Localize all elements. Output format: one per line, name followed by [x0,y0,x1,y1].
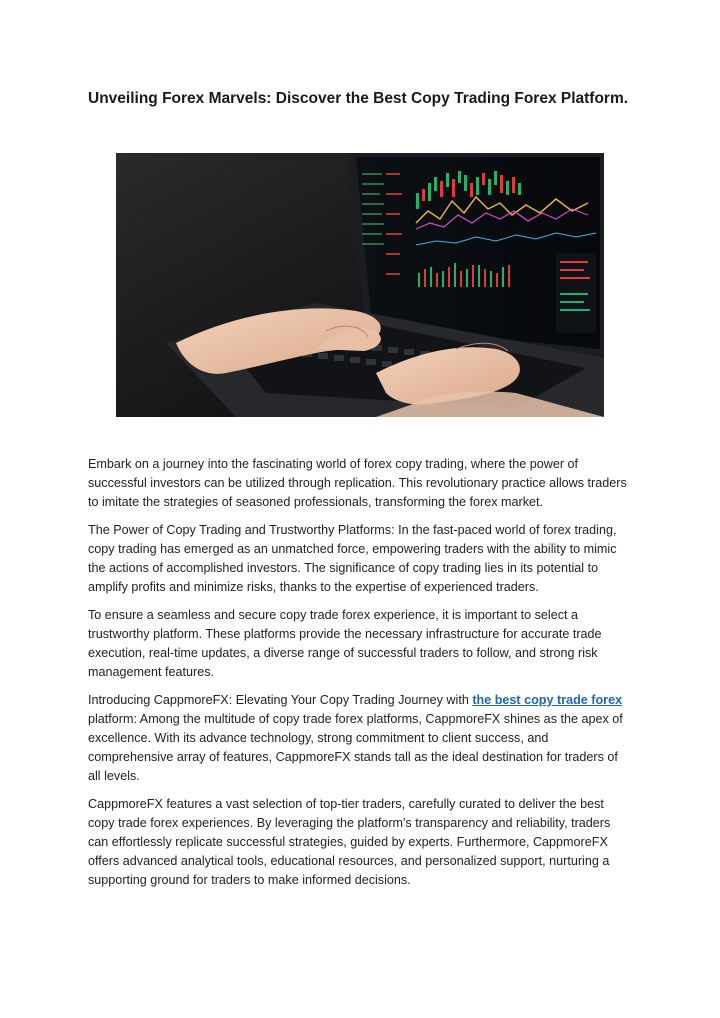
paragraph-cappmorefx-features: CappmoreFX features a vast selection of top-tier traders, carefully curated to deliver the best copy trade forex experiences. By leveraging the platform's transparency and reliability, traders can effortlessly replicate successful strategies, guided by experts. Furthermore, CappmoreFX offers advanced analytical tools, educational resources, and personalized support, nurturing a supporting ground for traders to make informed decisions. [88,797,611,887]
paragraph-trustworthy-platform: To ensure a seamless and secure copy trade forex experience, it is important to select a trustworthy platform. These platforms provide the necessary infrastructure for accurate trade execution, real-time updates, a diverse range of successful traders to follow, and strong risk management features. [88,608,602,679]
article-body [88,455,633,899]
best-copy-trade-forex-link[interactable]: the best copy trade forex [472,693,623,707]
paragraph-text-after-link: platform: Among the multitude of copy trade forex platforms, CappmoreFX shines as the apex of excellence. With its advance technology, strong commitment to client success, and comprehensive array of features, CappmoreFX stands tall as the ideal destination for traders of all levels. [88,712,623,783]
paragraph-text-before-link: Introducing CappmoreFX: Elevating Your Copy Trading Journey with [88,693,473,707]
paragraph-power-of-copy-trading: The Power of Copy Trading and Trustworthy Platforms: In the fast-paced world of forex trading, copy trading has emerged as an unmatched force, empowering traders with the ability to mimic the actions of accomplished investors. The significance of copy trading lies in its potential to amplify profits and minimize risks, thanks to the expertise of experienced traders. [88,523,617,594]
laptop-trading-chart-image [116,153,604,417]
paragraph-introducing-cappmorefx [88,691,633,786]
page-title: Unveiling Forex Marvels: Discover the Best Copy Trading Forex Platform. [88,90,629,107]
paragraph-intro: Embark on a journey into the fascinating world of forex copy trading, where the power of successful investors can be utilized through replication. This revolutionary practice allows traders to imitate the strategies of seasoned professionals, transforming the forex market. [88,457,627,509]
